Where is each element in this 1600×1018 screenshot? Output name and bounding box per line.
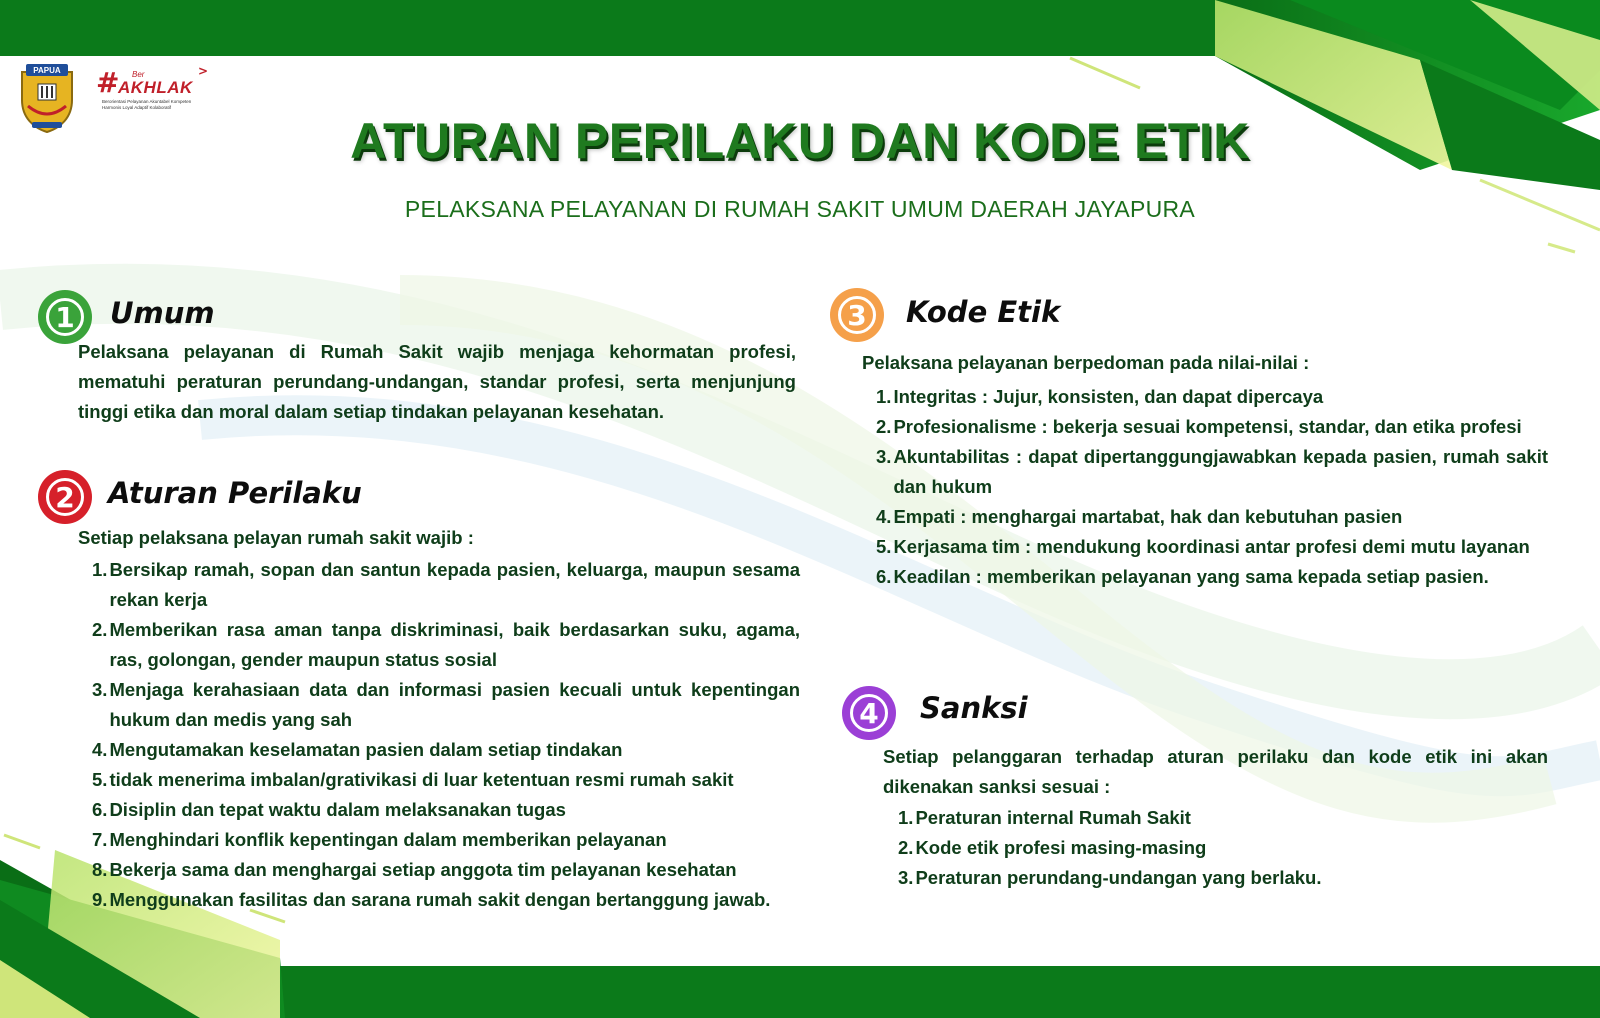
- section-umum-text: Pelaksana pelayanan di Rumah Sakit wajib menjaga kehormatan profesi, mematuhi peraturan perundang-undangan, standar profesi, serta menjunjung tinggi etika dan moral dalam setiap tindakan pelayanan kesehatan.: [78, 341, 796, 422]
- kode-etik-item-text: Integritas : Jujur, konsisten, dan dapat dipercaya: [893, 386, 1324, 407]
- aturan-item: [92, 555, 800, 615]
- kode-etik-item-number: 3.: [876, 446, 892, 467]
- aturan-item-number: 4.: [92, 739, 108, 760]
- aturan-item-text: Bekerja sama dan menghargai setiap anggota tim pelayanan kesehatan: [109, 859, 737, 880]
- kode-etik-item: [876, 532, 1548, 562]
- kode-etik-item-text: Akuntabilitas : dapat dipertanggungjawabkan kepada pasien, rumah sakit dan hukum: [893, 446, 1548, 497]
- aturan-item-text: tidak menerima imbalan/grativikasi di luar ketentuan resmi rumah sakit: [109, 769, 734, 790]
- sanksi-list: [898, 803, 1548, 893]
- papua-label: PAPUA: [33, 66, 61, 75]
- aturan-item-text: Bersikap ramah, sopan dan santun kepada pasien, keluarga, maupun sesama rekan kerja: [109, 559, 800, 610]
- akhlak-arrow: >: [198, 64, 209, 78]
- sanksi-item-text: Kode etik profesi masing-masing: [915, 837, 1207, 858]
- kode-etik-item: [876, 412, 1548, 442]
- aturan-item-number: 1.: [92, 559, 108, 580]
- aturan-item: [92, 615, 800, 675]
- kode-etik-item-text: Profesionalisme : bekerja sesuai kompetensi, standar, dan etika profesi: [893, 416, 1522, 437]
- section-3-number-badge: 3: [830, 288, 884, 342]
- section-aturan-heading: Aturan Perilaku: [108, 476, 362, 510]
- section-sanksi-heading: Sanksi: [920, 691, 1028, 725]
- aturan-item: [92, 765, 800, 795]
- aturan-item-text: Mengutamakan keselamatan pasien dalam setiap tindakan: [109, 739, 623, 760]
- sanksi-item-number: 3.: [898, 867, 914, 888]
- section-4-number-badge: 4: [842, 686, 896, 740]
- aturan-item-number: 8.: [92, 859, 108, 880]
- aturan-item-number: 5.: [92, 769, 108, 790]
- aturan-item-text: Memberikan rasa aman tanpa diskriminasi, baik berdasarkan suku, agama, ras, golongan, gender maupun status sosial: [109, 619, 800, 670]
- kode-etik-item: [876, 442, 1548, 502]
- aturan-list: [92, 555, 800, 915]
- akhlak-tagline-2: Harmonis Loyal Adaptif Kolaboratif: [102, 105, 172, 110]
- kode-etik-item-number: 4.: [876, 506, 892, 527]
- page-subtitle: PELAKSANA PELAYANAN DI RUMAH SAKIT UMUM DAERAH JAYAPURA: [404, 196, 1196, 222]
- aturan-item: [92, 825, 800, 855]
- section-1-number-badge: 1: [38, 290, 92, 344]
- section-kode-etik-lead: Pelaksana pelayanan berpedoman pada nilai-nilai :: [862, 352, 1310, 373]
- section-umum-heading: Umum: [110, 296, 215, 330]
- aturan-item-text: Disiplin dan tepat waktu dalam melaksanakan tugas: [109, 799, 566, 820]
- section-sanksi-text: Setiap pelanggaran terhadap aturan perilaku dan kode etik ini akan dikenakan sanksi sesuai :: [883, 746, 1548, 797]
- aturan-item: [92, 855, 800, 885]
- berakhlak-logo: [96, 66, 216, 112]
- kode-etik-item-number: 5.: [876, 536, 892, 557]
- aturan-item: [92, 675, 800, 735]
- aturan-item: [92, 885, 800, 915]
- kode-etik-item: [876, 562, 1548, 592]
- section-aturan-lead: Setiap pelaksana pelayan rumah sakit wajib :: [78, 527, 474, 548]
- kode-etik-item-number: 1.: [876, 386, 892, 407]
- sanksi-item-number: 1.: [898, 807, 914, 828]
- akhlak-hash: #: [96, 66, 120, 99]
- aturan-item-number: 3.: [92, 679, 108, 700]
- section-kode-etik-heading: Kode Etik: [906, 295, 1061, 329]
- aturan-item-text: Menjaga kerahasiaan data dan informasi pasien kecuali untuk kepentingan hukum dan medis yang sah: [109, 679, 800, 730]
- akhlak-tagline-1: Berorientasi Pelayanan Akuntabel Kompeten: [102, 99, 192, 104]
- aturan-item-text: Menghindari konflik kepentingan dalam memberikan pelayanan: [109, 829, 667, 850]
- kode-etik-item-number: 2.: [876, 416, 892, 437]
- aturan-item: [92, 795, 800, 825]
- akhlak-word: AKHLAK: [118, 78, 193, 97]
- aturan-item: [92, 735, 800, 765]
- aturan-item-number: 6.: [92, 799, 108, 820]
- aturan-item-number: 9.: [92, 889, 108, 910]
- sanksi-item: [898, 863, 1548, 893]
- kode-etik-item: [876, 382, 1548, 412]
- kode-etik-item-text: Kerjasama tim : mendukung koordinasi antar profesi demi mutu layanan: [893, 536, 1530, 557]
- aturan-item-number: 2.: [92, 619, 108, 640]
- kode-etik-item-text: Empati : menghargai martabat, hak dan kebutuhan pasien: [893, 506, 1403, 527]
- aturan-item-number: 7.: [92, 829, 108, 850]
- sanksi-item-text: Peraturan internal Rumah Sakit: [915, 807, 1191, 828]
- kode-etik-item-number: 6.: [876, 566, 892, 587]
- sanksi-item-number: 2.: [898, 837, 914, 858]
- page-title: ATURAN PERILAKU DAN KODE ETIK: [350, 113, 1250, 169]
- sanksi-item: [898, 833, 1548, 863]
- kode-etik-list: [876, 382, 1548, 592]
- sanksi-item: [898, 803, 1548, 833]
- aturan-item-text: Menggunakan fasilitas dan sarana rumah sakit dengan bertanggung jawab.: [109, 889, 771, 910]
- kode-etik-item: [876, 502, 1548, 532]
- section-2-number-badge: 2: [38, 470, 92, 524]
- kode-etik-item-text: Keadilan : memberikan pelayanan yang sama kepada setiap pasien.: [893, 566, 1489, 587]
- sanksi-item-text: Peraturan perundang-undangan yang berlaku.: [915, 867, 1322, 888]
- akhlak-ber: Ber: [132, 70, 145, 79]
